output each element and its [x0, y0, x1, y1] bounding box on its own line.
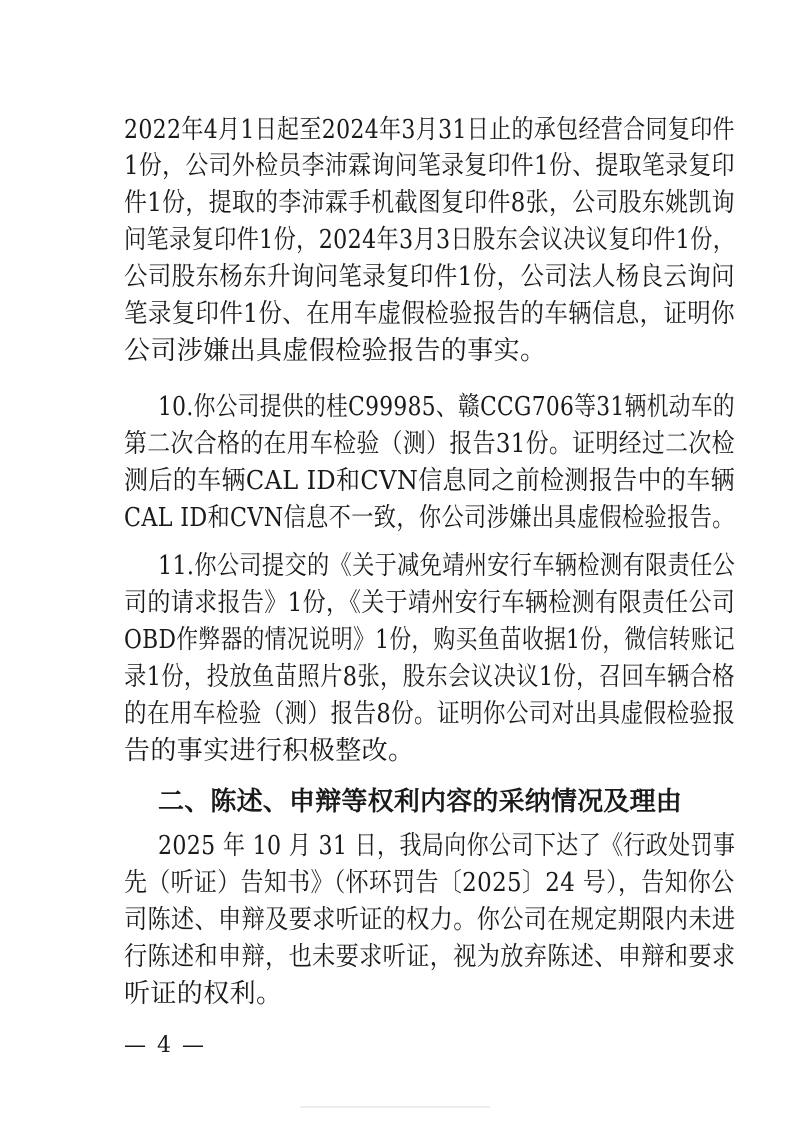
body-text-line: 司的请求报告》1份，《关于靖州安行车辆检测有限责任公司	[124, 588, 736, 618]
body-text-line: 问笔录复印件1份，2024年3月3日股东会议决议复印件1份，	[124, 225, 736, 255]
body-text-line: OBD作弊器的情况说明》1份，购买鱼苗收据1份，微信转账记	[124, 625, 735, 655]
item-10-paragraph-start: 10.你公司提供的桂C99985、赣CCG706等31辆机动车的	[158, 392, 736, 422]
body-text-line: 1份，公司外检员李沛霖询问笔录复印件1份、提取笔录复印	[124, 151, 735, 181]
body-text-line: 件1份，提取的李沛霖手机截图复印件8张，公司股东姚凯询	[124, 188, 735, 218]
body-text-line: 告的事实进行积极整改。	[124, 736, 415, 766]
body-text-line: CAL ID和CVN信息不一致，你公司涉嫌出具虚假检验报告。	[124, 503, 735, 533]
body-text-line: 公司股东杨东升询问笔录复印件1份，公司法人杨良云询问	[124, 262, 735, 292]
scan-artifact-line	[300, 1106, 490, 1108]
body-text-line: 笔录复印件1份、在用车虚假检验报告的车辆信息，证明你	[124, 299, 735, 329]
item-11-paragraph-start: 11.你公司提交的《关于减免靖州安行车辆检测有限责任公	[158, 551, 736, 581]
body-text-line: 测后的车辆CAL ID和CVN信息同之前检测报告中的车辆	[124, 466, 735, 496]
body-text-line: 的在用车检验（测）报告8份。证明你公司对出具虚假检验报	[124, 699, 736, 729]
body-text-line: 公司涉嫌出具虚假检验报告的事实。	[124, 336, 547, 366]
page-number: — 4 —	[124, 1033, 206, 1058]
section-paragraph-start: 2025 年 10 月 31 日，我局向你公司下达了《行政处罚事	[158, 831, 736, 861]
body-text-line: 2022年4月1日起至2024年3月31日止的承包经营合同复印件	[124, 115, 735, 145]
body-text-line: 听证的权利。	[124, 979, 283, 1009]
body-text-line: 录1份，投放鱼苗照片8张，股东会议决议1份，召回车辆合格	[124, 662, 735, 692]
body-text-line: 行陈述和申辩，也未要求听证，视为放弃陈述、申辩和要求	[124, 942, 736, 972]
body-text-line: 第二次合格的在用车检验（测）报告31份。证明经过二次检	[124, 429, 735, 459]
section-heading: 二、陈述、申辩等权利内容的采纳情况及理由	[158, 787, 683, 817]
body-text-line: 司陈述、申辩及要求听证的权力。你公司在规定期限内未进	[124, 905, 736, 935]
body-text-line: 先（听证）告知书》（怀环罚告〔2025〕24 号），告知你公	[124, 868, 735, 898]
